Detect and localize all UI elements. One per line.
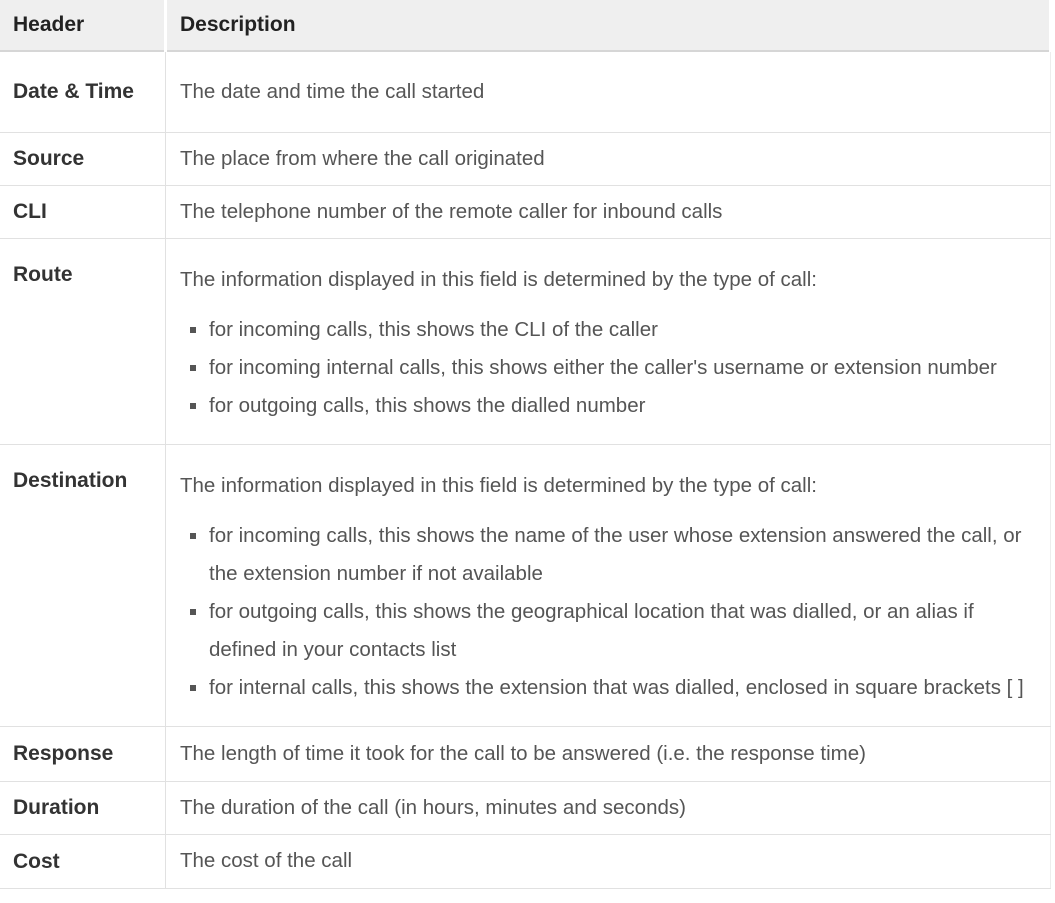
bullet-item: ▪ for incoming calls, this shows the CLI of the caller [209,311,1038,349]
table-row-response [0,726,1051,781]
row-description: The place from where the call originated [166,132,1051,185]
row-description: The cost of the call [166,834,1051,888]
table-row-cost [0,834,1051,888]
table-row-cli [0,185,1051,238]
row-label: Duration [0,781,166,834]
bullet-item: ▪ for outgoing calls, this shows the dialled number [209,387,1038,425]
row-label: Destination [0,444,166,726]
bullet-item: ▪ for outgoing calls, this shows the geographical location that was dialled, or an alias if defined in your contacts list [209,593,1038,669]
row-label: Source [0,132,166,185]
table-header-row [0,0,1051,51]
row-description: The date and time the call started [166,51,1051,132]
table-row-duration [0,781,1051,834]
bullet-item: ▪ for incoming internal calls, this shows either the caller's username or extension number [209,349,1038,387]
row-description: The telephone number of the remote caller for inbound calls [166,185,1051,238]
row-description: The duration of the call (in hours, minutes and seconds) [166,781,1051,834]
column-description-label: Description [180,13,296,36]
row-description [166,238,1051,444]
table-row-destination [0,444,1051,726]
row-label: Cost [0,834,166,888]
column-header-label: Header [13,13,85,36]
table-row-source [0,132,1051,185]
column-header-header [0,0,166,51]
description-intro: The information displayed in this field is determined by the type of call: [180,267,817,291]
bullet-item: ▪ for internal calls, this shows the extension that was dialled, enclosed in square brackets [ ] [209,669,1038,707]
row-label: Response [0,726,166,781]
description-bullet-list [180,311,1038,425]
description-intro: The information displayed in this field is determined by the type of call: [180,473,817,497]
table-row-date-time [0,51,1051,132]
row-description: The length of time it took for the call to be answered (i.e. the response time) [166,726,1051,781]
column-header-description [166,0,1051,51]
row-description [166,444,1051,726]
description-bullet-list [180,517,1038,707]
row-label: Route [0,238,166,444]
row-label: CLI [0,185,166,238]
table-row-route [0,238,1051,444]
bullet-item: ▪ for incoming calls, this shows the name of the user whose extension answered the call, or the extension number if not available [209,517,1038,593]
row-label: Date & Time [0,51,166,132]
